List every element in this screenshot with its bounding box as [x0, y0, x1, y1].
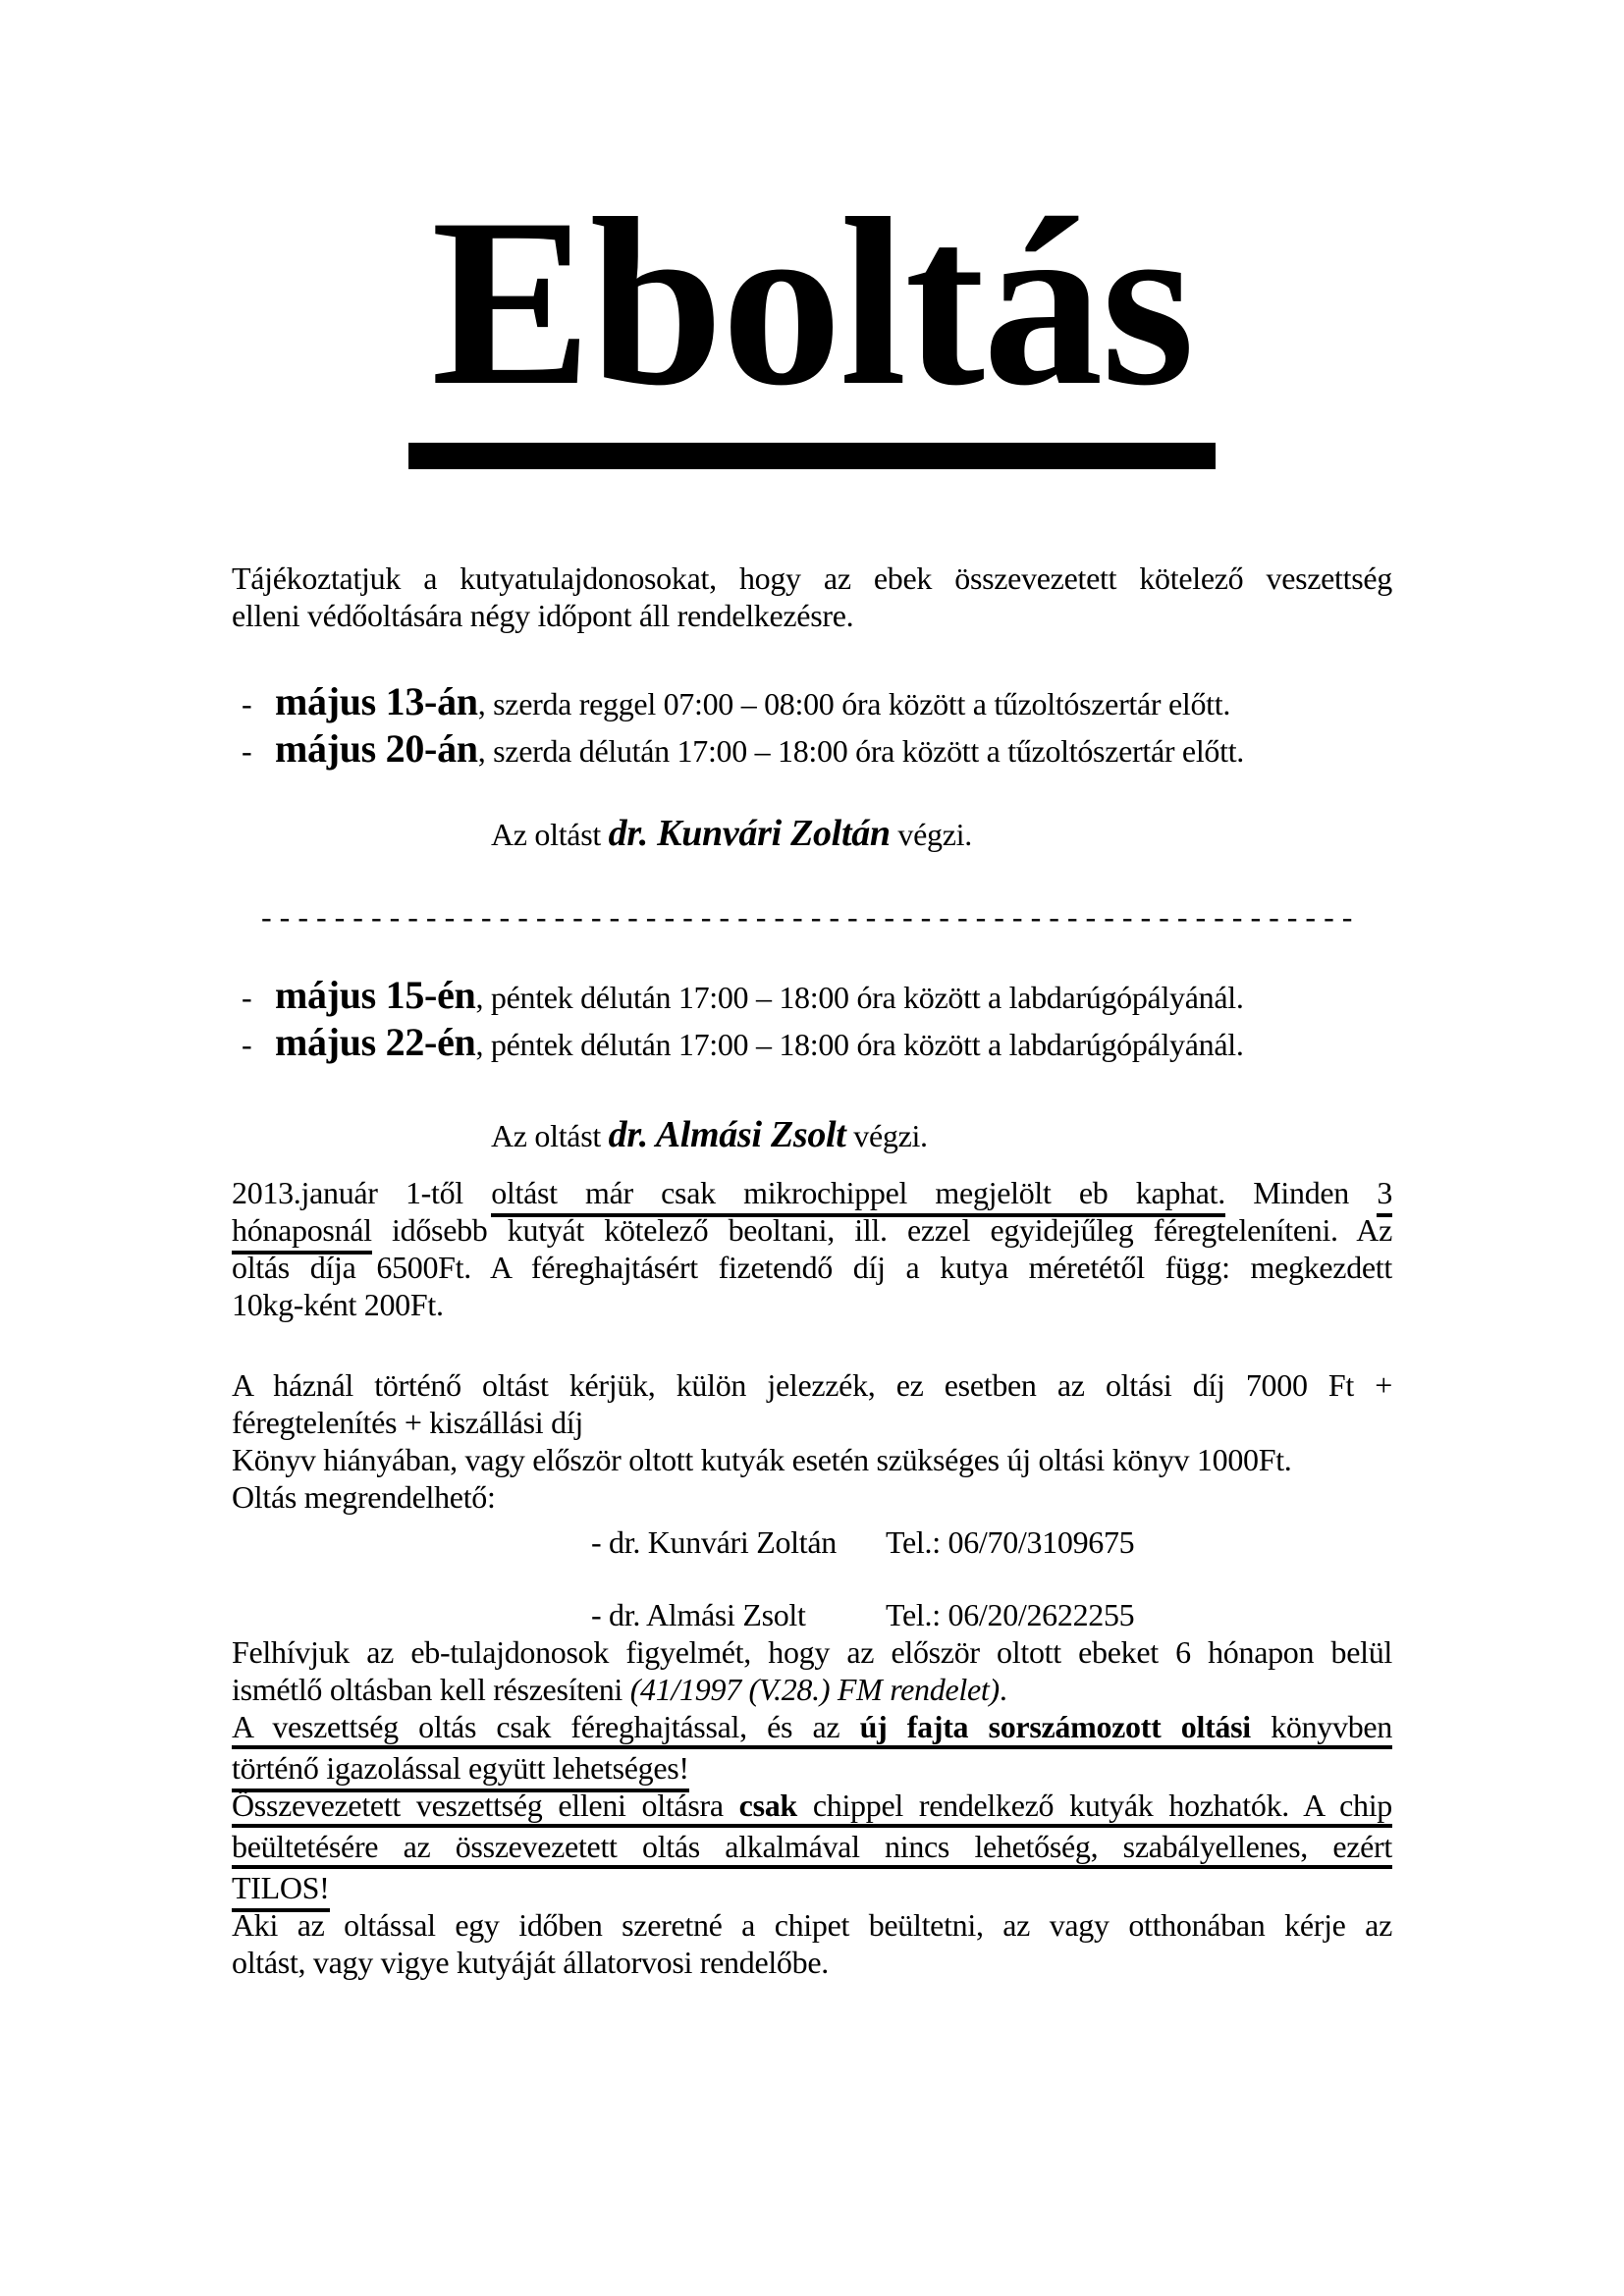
schedule-item	[232, 679, 1392, 726]
paragraph-line: 10kg-ként 200Ft.	[232, 1287, 444, 1323]
paragraph-line: Összevezetett veszettség elleni oltásra csak chippel rendelkező kutyák hozhatók. A chip	[232, 1787, 1392, 1828]
reminder-paragraph	[232, 1633, 1392, 1708]
bullet-dash: -	[242, 980, 252, 1016]
schedule-item-text: , péntek délután 17:00 – 18:00 óra között a labdarúgópályánál.	[475, 1027, 1244, 1063]
microchip-paragraph	[232, 1174, 1392, 1323]
dashed-separator: - - - - - - - - - - - - - - - - - - - - - - - - - - - - - - - - - - - - - - - - - - - - - - - - - - - - - - - - - - - -	[261, 899, 1353, 935]
contact-name: - dr. Kunvári Zoltán	[591, 1524, 837, 1561]
intro-paragraph	[232, 560, 1392, 634]
paragraph-line: A háznál történő oltást kérjük, külön jelezzék, ez esetben az oltási díj 7000 Ft +	[232, 1367, 1392, 1404]
doctor-line	[232, 815, 1392, 853]
phone-number: Tel.: 06/20/2622255	[886, 1597, 1135, 1633]
document-title: Eboltás	[431, 169, 1193, 435]
chip-rule-paragraph	[232, 1787, 1392, 1906]
doctor-line-suffix: végzi.	[890, 817, 972, 853]
intro-line-2: elleni védőoltására négy időpont áll rendelkezésre.	[232, 598, 854, 634]
date-label: május 20-án	[275, 726, 478, 772]
doctor-line-suffix: végzi.	[845, 1118, 928, 1154]
paragraph-line: Könyv hiányában, vagy először oltott kutyák esetén szükséges új oltási könyv 1000Ft.	[232, 1442, 1292, 1478]
paragraph-line: Felhívjuk az eb-tulajdonosok figyelmét, hogy az először oltott ebeket 6 hónapon belül	[232, 1634, 1392, 1671]
title-underline-bar	[408, 443, 1216, 469]
regulation-reference: (41/1997 (V.28.) FM rendelet)	[629, 1672, 1000, 1708]
date-label: május 22-én	[275, 1020, 476, 1065]
doctor-name: dr. Almási Zsolt	[608, 1114, 846, 1156]
schedule-list-1	[232, 679, 1392, 774]
schedule-item-text: , péntek délután 17:00 – 18:00 óra között a labdarúgópályánál.	[475, 980, 1244, 1016]
date-label: május 15-én	[275, 973, 476, 1018]
paragraph-line: oltást, vagy vigye kutyáját állatorvosi rendelőbe.	[232, 1945, 829, 1981]
schedule-item-text: , szerda délután 17:00 – 18:00 óra között a tűzoltószertár előtt.	[477, 733, 1244, 770]
underlined-text: történő igazolással együtt lehetséges!	[232, 1750, 689, 1792]
paragraph-line: hónaposnál idősebb kutyát kötelező beoltani, ill. ezzel egyidejűleg féregteleníteni. Az	[232, 1211, 1392, 1249]
intro-line-1: Tájékoztatjuk a kutyatulajdonosokat, hogy az ebek összevezetett kötelező veszettség	[232, 561, 1392, 597]
paragraph-line: Aki az oltással egy időben szeretné a chipet beültetni, az vagy otthonában kérje az	[232, 1907, 1392, 1944]
chip-implant-paragraph	[232, 1906, 1392, 1981]
bullet-dash: -	[242, 733, 252, 770]
bold-text: csak	[738, 1788, 797, 1824]
contact-line	[232, 1596, 1392, 1633]
bullet-dash: -	[242, 1027, 252, 1063]
paragraph-line: ismétlő oltásban kell részesíteni (41/1997 (V.28.) FM rendelet).	[232, 1672, 1007, 1708]
paragraph-line: 2013.január 1-től oltást már csak mikrochippel megjelölt eb kaphat. Minden 3	[232, 1174, 1392, 1211]
schedule-item	[232, 1020, 1392, 1067]
doctor-name: dr. Kunvári Zoltán	[608, 813, 891, 855]
contact-name: - dr. Almási Zsolt	[591, 1597, 806, 1633]
underlined-text: 3	[1377, 1175, 1392, 1217]
bullet-dash: -	[242, 686, 252, 722]
rabies-rule-paragraph	[232, 1708, 1392, 1787]
schedule-item	[232, 973, 1392, 1020]
schedule-item	[232, 726, 1392, 774]
paragraph-line: oltás díja 6500Ft. A féreghajtásért fizetendő díj a kutya méretétől függ: megkezdett	[232, 1250, 1392, 1286]
paragraph-line	[232, 1869, 1392, 1906]
bold-text: új fajta sorszámozott oltási	[859, 1709, 1251, 1745]
contact-line	[232, 1523, 1392, 1561]
paragraph-line: A veszettség oltás csak féreghajtással, és az új fajta sorszámozott oltási könyvben	[232, 1708, 1392, 1749]
phone-number: Tel.: 06/70/3109675	[886, 1524, 1135, 1561]
document-content	[232, 169, 1393, 1981]
doctor-line-prefix: Az oltást	[491, 1118, 609, 1154]
underlined-text: hónaposnál	[232, 1212, 372, 1255]
paragraph-line: féregtelenítés + kiszállási díj	[232, 1405, 583, 1441]
paragraph-line: Oltás megrendelhető:	[232, 1479, 496, 1516]
paragraph-line: beültetésére az összevezetett oltás alkalmával nincs lehetőség, szabályellenes, ezért	[232, 1828, 1392, 1869]
doctor-line-prefix: Az oltást	[491, 817, 609, 853]
underlined-text: oltást már csak mikrochippel megjelölt eb kaphat.	[491, 1175, 1225, 1217]
underlined-text: TILOS!	[232, 1870, 330, 1912]
schedule-item-text: , szerda reggel 07:00 – 08:00 óra között a tűzoltószertár előtt.	[477, 686, 1231, 722]
home-vaccination-paragraph	[232, 1366, 1392, 1516]
date-label: május 13-án	[275, 679, 478, 724]
schedule-list-2	[232, 973, 1392, 1067]
doctor-line	[232, 1116, 1392, 1154]
paragraph-line	[232, 1749, 1392, 1787]
